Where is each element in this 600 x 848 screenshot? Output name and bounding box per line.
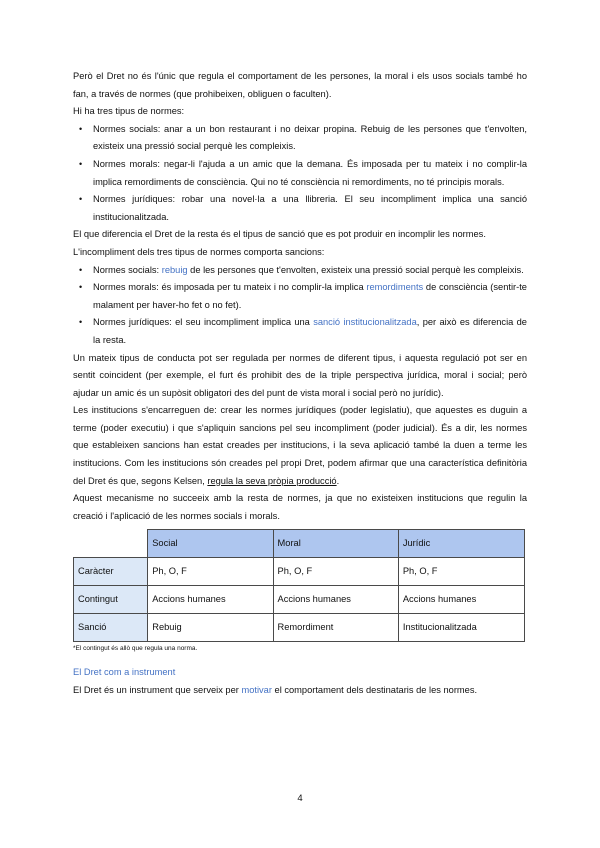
paragraph-conduct: Un mateix tipus de conducta pot ser regulada per normes de diferent tipus, i aquesta regulació pot ser en sentit coincident (per exemple, el furt és prohibit des de la triple perspectiva jurídica, moral i social; però ajudar un amic és un supòsit obligatori des del punt de vista moral i social però no jurídic). (73, 352, 527, 398)
text: Normes morals: és imposada per tu mateix i no complir-la implica (93, 282, 367, 293)
sanctions-list (73, 262, 527, 350)
highlight-term: motivar (241, 685, 272, 696)
text: . (336, 475, 340, 486)
table-cell: Remordiment (273, 614, 398, 642)
table-header: Jurídic (398, 530, 524, 558)
paragraph-instrument (73, 682, 527, 700)
norm-types-list (73, 121, 527, 227)
text: de consciència (sentir-te malament per haver-ho fet o no fet). (93, 282, 527, 310)
text: , per això es diferencia de la resta. (93, 317, 527, 345)
table-row (74, 614, 525, 642)
table-footnote: *El contingut és allò que regula una norma. (73, 645, 198, 653)
table-cell: Ph, O, F (273, 558, 398, 586)
row-header: Sanció (74, 614, 148, 642)
highlight-term: sanció institucionalitzada (313, 317, 417, 328)
underlined-phrase: regula la seva pròpia producció (207, 475, 337, 486)
text: el comportament dels destinataris de les normes. (271, 685, 478, 696)
table-cell: Accions humanes (398, 586, 524, 614)
list-item: • Normes socials: anar a un bon restaurant i no deixar propina. Rebuig de les persones que t'envolten, existeix una pressió social perquè les compleixis. (93, 121, 527, 156)
row-header: Contingut (74, 586, 148, 614)
list-item (93, 262, 527, 280)
paragraph-difference: El que diferencia el Dret de la resta és el tipus de sanció que es pot produir en incomplir les normes. (73, 229, 486, 240)
table-corner (74, 530, 148, 558)
text: de les persones que t'envolten, existeix una pressió social perquè les compleixis. (187, 264, 524, 275)
table-header-row (74, 530, 525, 558)
table-cell: Ph, O, F (398, 558, 524, 586)
text: Normes socials: (93, 264, 162, 275)
highlight-term: rebuig (161, 264, 188, 275)
table-header: Social (148, 530, 273, 558)
list-item: • Normes morals: negar-li l'ajuda a un amic que la demana. És imposada per tu mateix i no complir-la implica remordiments de consciència. Qui no té consciència ni remordiments, no té principis morals. (93, 156, 527, 191)
table-cell: Institucionalitzada (398, 614, 524, 642)
table-cell: Accions humanes (273, 586, 398, 614)
paragraph-types-intro: Hi ha tres tipus de normes: (73, 106, 185, 117)
norms-table (73, 529, 525, 642)
highlight-term: remordiments (366, 282, 424, 293)
table-cell: Rebuig (148, 614, 273, 642)
text: Les institucions s'encarreguen de: crear les normes jurídiques (poder legislatiu), que aquestes es duguin a terme (poder executiu) i que s'apliquin sancions pel seu incompliment (poder judicial). És a dir, les normes que estableixen sancions han estat creades per institucions, i la seva aplicació també la duen a terme les institucions. Com les institucions són creades pel propi Dret, podem afirmar que una característica definitòria del Dret és que, segons Kelsen, (73, 405, 527, 486)
list-item (93, 279, 527, 314)
paragraph-intro: Però el Dret no és l'únic que regula el comportament de les persones, la moral i els usos socials també ho fan, a través de normes (que prohibeixen, obliguen o faculten). (73, 71, 527, 99)
page-number: 4 (297, 793, 303, 804)
paragraph-mechanism: Aquest mecanisme no succeeix amb la resta de normes, ja que no existeixen institucions que regulin la creació i l'aplicació de les normes socials i morals. (73, 493, 527, 521)
table-cell: Ph, O, F (148, 558, 273, 586)
table-row (74, 558, 525, 586)
section-heading: El Dret com a instrument (73, 667, 176, 678)
paragraph-institutions (73, 402, 527, 490)
list-item: • Normes jurídiques: robar una novel·la a una llibreria. El seu incompliment implica una sanció institucionalitzada. (93, 191, 527, 226)
table-header: Moral (273, 530, 398, 558)
row-header: Caràcter (74, 558, 148, 586)
table-cell: Accions humanes (148, 586, 273, 614)
text: El Dret és un instrument que serveix per (73, 685, 242, 696)
table-row (74, 586, 525, 614)
text: Normes jurídiques: el seu incompliment implica una (93, 317, 314, 328)
document-body (73, 68, 527, 700)
paragraph-sanctions-intro: L'incompliment dels tres tipus de normes comporta sancions: (73, 246, 325, 257)
list-item (93, 314, 527, 349)
